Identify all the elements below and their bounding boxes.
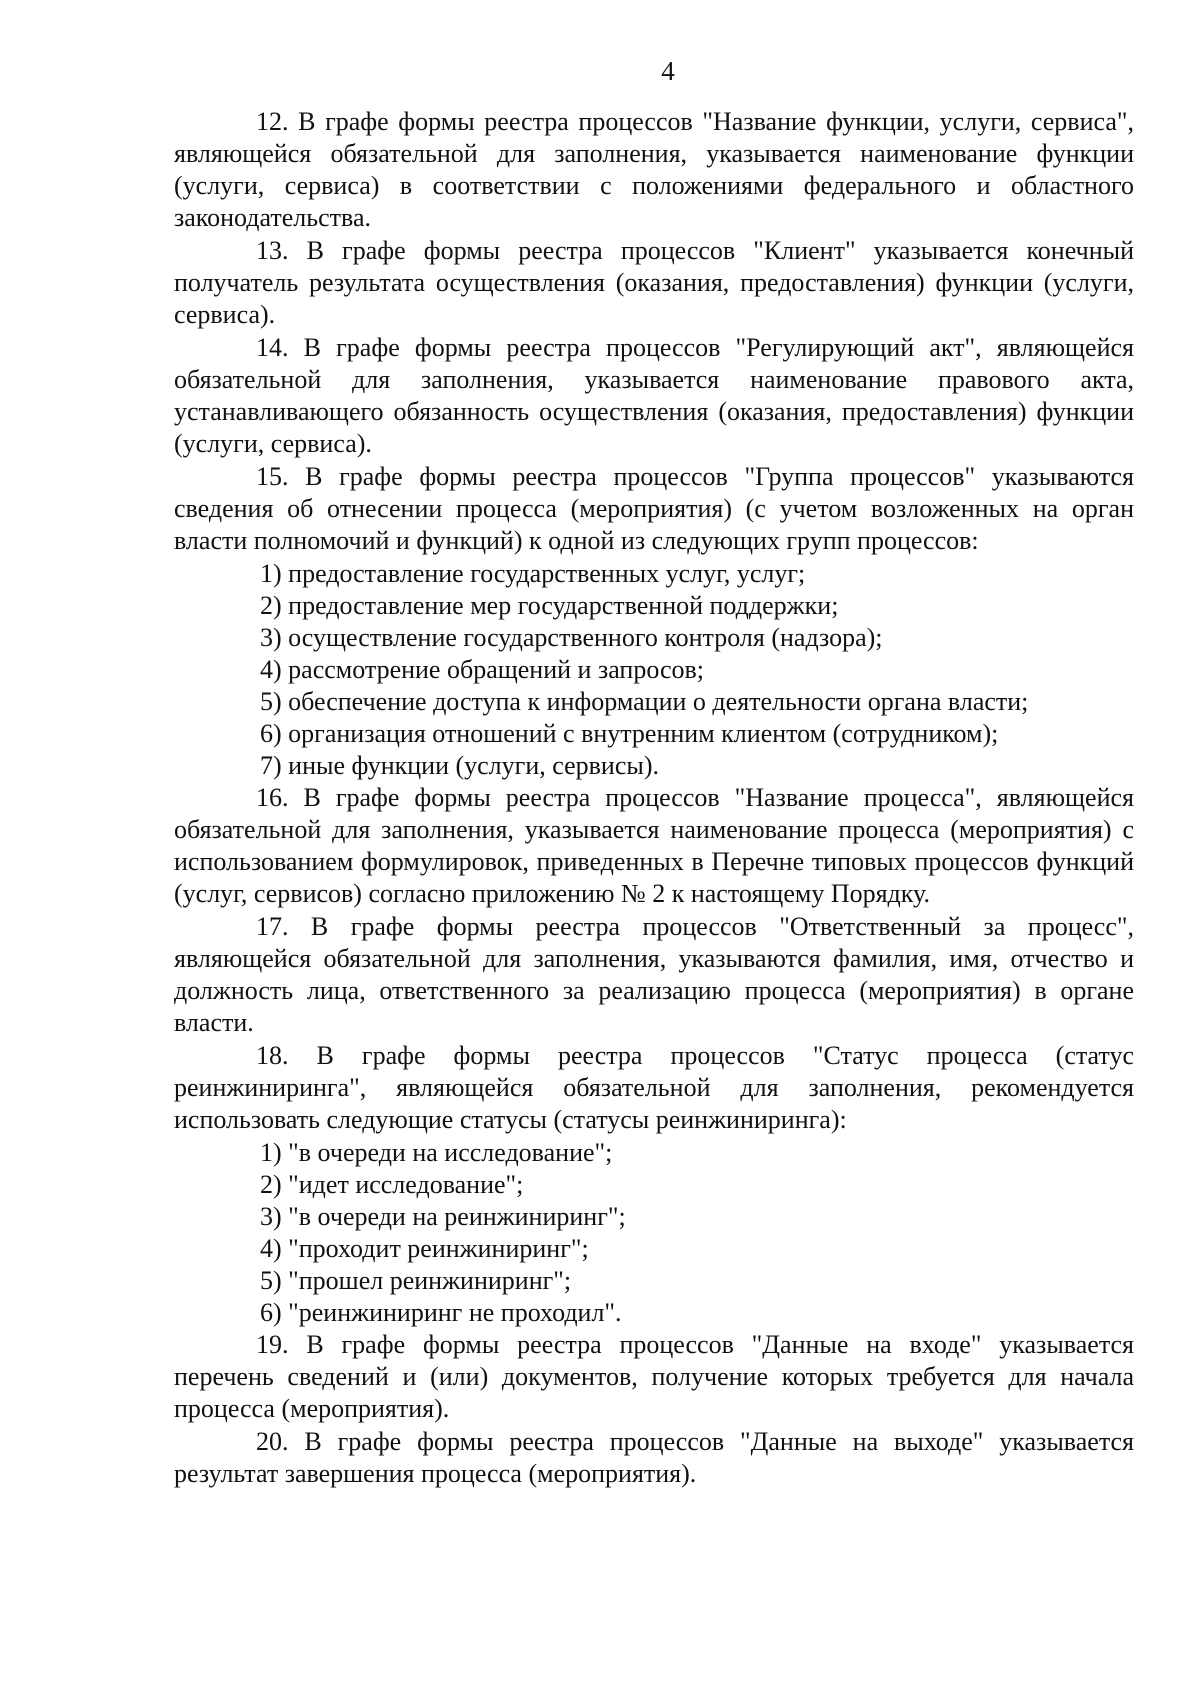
paragraph: 15. В графе формы реестра процессов "Группа процессов" указываются сведения об отнесении процесса (мероприятия) (с учетом возложенных на орган власти полномочий и функций) к одной из следующих групп процессов:	[174, 462, 1134, 555]
paragraph: 14. В графе формы реестра процессов "Регулирующий акт", являющейся обязательной для заполнения, указывается наименование правового акта, устанавливающего обязанность осуществления (оказания, предоставления) функции (услуги, сервиса).	[174, 333, 1134, 458]
list-item: 4) "проходит реинжиниринг";	[260, 1234, 589, 1263]
list-item: 1) "в очереди на исследование";	[260, 1138, 613, 1167]
paragraph: 19. В графе формы реестра процессов "Данные на входе" указывается перечень сведений и (или) документов, получение которых требуется для начала процесса (мероприятия).	[174, 1330, 1134, 1423]
list-item: 5) обеспечение доступа к информации о деятельности органа власти;	[260, 687, 1029, 716]
list-item: 1) предоставление государственных услуг, услуг;	[260, 559, 806, 588]
list-item: 3) осуществление государственного контроля (надзора);	[260, 623, 883, 652]
list-item: 7) иные функции (услуги, сервисы).	[260, 751, 659, 780]
list-item: 2) предоставление мер государственной поддержки;	[260, 591, 839, 620]
list-item: 3) "в очереди на реинжиниринг";	[260, 1202, 626, 1231]
paragraph: 13. В графе формы реестра процессов "Клиент" указывается конечный получатель результата осуществления (оказания, предоставления) функции (услуги, сервиса).	[174, 236, 1134, 329]
list-item: 5) "прошел реинжиниринг";	[260, 1266, 572, 1295]
paragraph: 18. В графе формы реестра процессов "Статус процесса (статус реинжиниринга", являющейся обязательной для заполнения, рекомендуется использовать следующие статусы (статусы реинжиниринга):	[174, 1041, 1134, 1134]
page-number: 4	[661, 56, 675, 86]
paragraph: 12. В графе формы реестра процессов "Название функции, услуги, сервиса", являющейся обязательной для заполнения, указывается наименование функции (услуги, сервиса) в соответствии с положениями федерального и областного законодательства.	[174, 107, 1134, 232]
list-item: 4) рассмотрение обращений и запросов;	[260, 655, 705, 684]
document-body	[174, 106, 1134, 1491]
paragraph: 17. В графе формы реестра процессов "Ответственный за процесс", являющейся обязательной для заполнения, указываются фамилия, имя, отчество и должность лица, ответственного за реализацию процесса (мероприятия) в органе власти.	[174, 912, 1134, 1037]
list-item: 6) организация отношений с внутренним клиентом (сотрудником);	[260, 719, 999, 748]
paragraph: 20. В графе формы реестра процессов "Данные на выходе" указывается результат завершения процесса (мероприятия).	[174, 1427, 1134, 1488]
list-item: 2) "идет исследование";	[260, 1170, 524, 1199]
paragraph: 16. В графе формы реестра процессов "Название процесса", являющейся обязательной для заполнения, указывается наименование процесса (мероприятия) с использованием формулировок, приведенных в Перечне типовых процессов функций (услуг, сервисов) согласно приложению № 2 к настоящему Порядку.	[174, 783, 1134, 908]
list-item: 6) "реинжиниринг не проходил".	[260, 1298, 622, 1327]
